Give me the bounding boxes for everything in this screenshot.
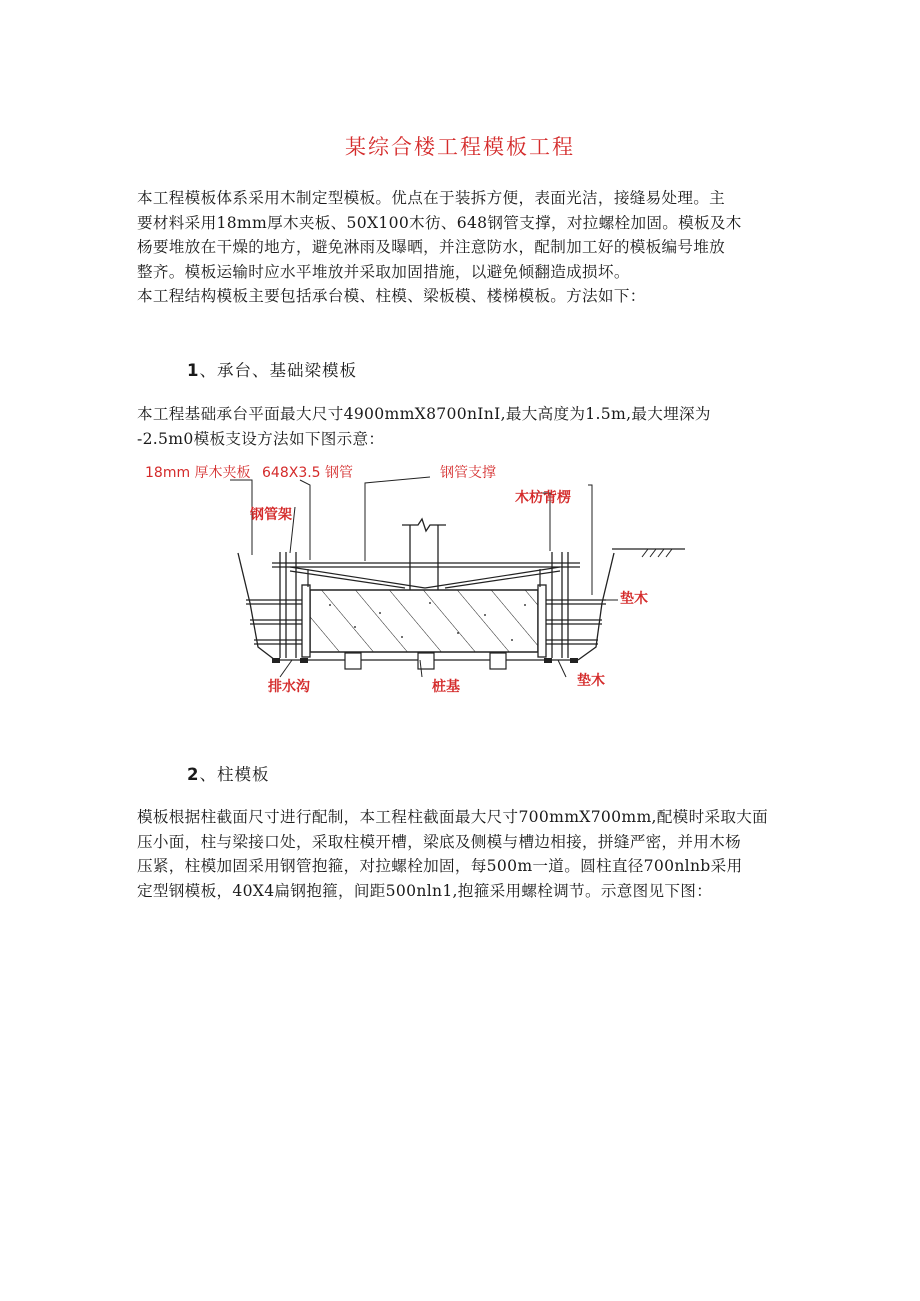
- section2-line: 压紧，柱模加固采用钢管抱箍，对拉螺栓加固，每500m一道。圆柱直径700nlnb采用: [137, 857, 743, 875]
- pile-cap-hatch: [310, 590, 538, 652]
- section2-line: 模板根据柱截面尺寸进行配制，本工程柱截面最大尺寸700mmX700mm,配模时采取大面: [137, 808, 769, 826]
- section2-line: 压小面，柱与梁接口处，采取柱模开槽，梁底及侧模与槽边相接，拼缝严密，并用木杨: [137, 832, 741, 851]
- label-pipe-frame: 钢管架: [250, 507, 292, 523]
- section1-paragraph: [137, 402, 789, 451]
- intro-line: 杨要堆放在干燥的地方，避免淋雨及曝晒，并注意防水，配制加工好的模板编号堆放: [137, 238, 726, 256]
- label-steel-pipe: 648X3.5 钢管: [262, 465, 354, 481]
- intro-line: 要材料采用18mm厚木夹板、50X100木彷、648钢管支撑，对拉螺栓加固。模板及木: [137, 213, 742, 232]
- label-pipe-support: 钢管支撑: [440, 465, 496, 481]
- label-pad-wood-top: 垫木: [620, 591, 648, 607]
- intro-line: 整齐。模板运输时应水平堆放并采取加固措施，以避免倾翻造成损坏。: [137, 262, 630, 281]
- section1-title: 、承台、基础梁模板: [199, 361, 357, 380]
- right-form-board: [538, 585, 546, 657]
- label-pile-foundation: 桩基: [432, 679, 460, 695]
- ground-hatch: [642, 549, 672, 557]
- section2-number: 2: [187, 765, 200, 784]
- section1-heading: [187, 357, 357, 381]
- top-braces: [272, 563, 580, 588]
- label-plywood: 18mm 厚木夹板: [145, 465, 251, 481]
- intro-paragraph: [137, 186, 789, 309]
- section2-line: 定型钢模板，40X4扁钢抱箍，间距500nln1,抱箍采用螺栓调节。示意图见下图：: [137, 881, 713, 900]
- label-drain-ditch: 排水沟: [268, 679, 310, 695]
- section1-line: 本工程基础承台平面最大尺寸4900mmX8700nInI,最大高度为1.5m,最大埋深为: [137, 405, 711, 423]
- section1-line: -2.5m0模板支设方法如下图示意：: [137, 429, 385, 448]
- section1-number: 1: [187, 361, 200, 380]
- label-pad-wood-bottom: 垫木: [577, 673, 605, 689]
- intro-line: 本工程结构模板主要包括承台模、柱模、梁板模、楼梯模板。方法如下：: [137, 287, 646, 305]
- column-stub: [402, 519, 446, 590]
- left-form-board: [302, 585, 310, 657]
- pile-cap-formwork-diagram: [140, 455, 710, 705]
- section2-title: 、柱模板: [199, 765, 270, 784]
- section2-heading: [187, 761, 269, 785]
- intro-line: 本工程模板体系采用木制定型模板。优点在于装拆方便，表面光洁，接缝易处理。主: [137, 189, 726, 207]
- pile-heads: [345, 653, 506, 669]
- section2-paragraph: [137, 805, 789, 903]
- label-wood-backing: 木枋背楞: [515, 490, 571, 506]
- document-title: 某综合楼工程模板工程: [345, 135, 575, 159]
